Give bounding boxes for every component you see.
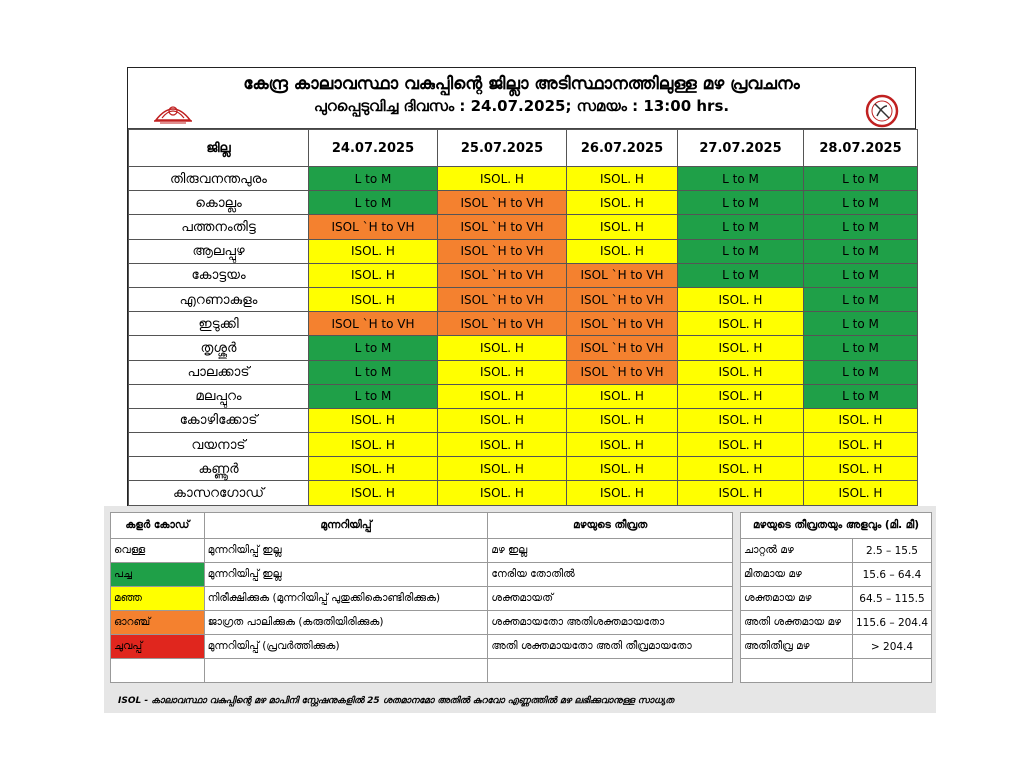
- intensity-text: നേരിയ തോതിൽ: [488, 563, 733, 587]
- rainfall-row: [741, 611, 932, 635]
- legend-blank-row: [111, 659, 733, 683]
- forecast-cell: ISOL. H: [678, 384, 804, 408]
- forecast-cell: ISOL. H: [678, 360, 804, 384]
- intensity-text: അതി ശക്തമായതോ അതി തീവ്രമായതോ: [488, 635, 733, 659]
- forecast-cell: ISOL `H to VH: [567, 263, 678, 287]
- forecast-cell: ISOL. H: [678, 408, 804, 432]
- forecast-panel: [127, 67, 916, 507]
- rainfall-range: 15.6 – 64.4: [852, 563, 931, 587]
- intensity-text: ശക്തമായതോ അതിശക്തമായതോ: [488, 611, 733, 635]
- forecast-cell: L to M: [804, 360, 918, 384]
- legend-header-row: [111, 513, 733, 539]
- district-name: തൃശ്ശൂർ: [129, 336, 309, 360]
- rainfall-row: [741, 539, 932, 563]
- color-code-swatch: ചുവപ്പ്: [111, 635, 205, 659]
- color-code-legend: [110, 512, 733, 683]
- forecast-cell: ISOL. H: [438, 167, 567, 191]
- color-code-swatch: വെള്ള: [111, 539, 205, 563]
- forecast-cell: ISOL. H: [567, 191, 678, 215]
- forecast-cell: ISOL. H: [804, 457, 918, 481]
- district-row: [129, 239, 918, 263]
- district-row: [129, 457, 918, 481]
- district-name: പത്തനംതിട്ട: [129, 215, 309, 239]
- kerala-emblem-icon: [152, 96, 194, 124]
- date-column-header: 25.07.2025: [438, 130, 567, 167]
- forecast-cell: ISOL. H: [678, 312, 804, 336]
- district-name: പാലക്കാട്: [129, 360, 309, 384]
- warning-text: മുന്നറിയിപ്പ് ഇല്ല: [204, 563, 488, 587]
- district-name: എറണാകുളം: [129, 287, 309, 311]
- forecast-cell: ISOL. H: [438, 384, 567, 408]
- forecast-cell: ISOL `H to VH: [438, 287, 567, 311]
- rainfall-range: > 204.4: [852, 635, 931, 659]
- forecast-cell: L to M: [804, 336, 918, 360]
- forecast-cell: ISOL. H: [567, 239, 678, 263]
- rainfall-row: [741, 587, 932, 611]
- district-name: കൊല്ലം: [129, 191, 309, 215]
- rainfall-row: [741, 635, 932, 659]
- forecast-cell: L to M: [804, 384, 918, 408]
- forecast-cell: L to M: [678, 167, 804, 191]
- district-row: [129, 360, 918, 384]
- forecast-cell: ISOL. H: [678, 433, 804, 457]
- date-column-header: 28.07.2025: [804, 130, 918, 167]
- blank-cell: [204, 659, 488, 683]
- imd-logo-icon: [865, 94, 899, 128]
- color-code-header: കളർ കോഡ്: [111, 513, 205, 539]
- date-column-header: 27.07.2025: [678, 130, 804, 167]
- forecast-cell: ISOL. H: [804, 481, 918, 505]
- district-column-header: ജില്ല: [129, 130, 309, 167]
- legend-row: [111, 587, 733, 611]
- forecast-cell: ISOL. H: [309, 408, 438, 432]
- rainfall-range: 2.5 – 15.5: [852, 539, 931, 563]
- forecast-cell: ISOL. H: [438, 457, 567, 481]
- forecast-cell: ISOL. H: [678, 336, 804, 360]
- forecast-cell: ISOL `H to VH: [438, 263, 567, 287]
- rainfall-range: 64.5 – 115.5: [852, 587, 931, 611]
- legend-row: [111, 635, 733, 659]
- rainfall-scale-header: മഴയുടെ തീവ്രതയും അളവും (മി. മീ): [741, 513, 932, 539]
- district-row: [129, 312, 918, 336]
- forecast-cell: ISOL `H to VH: [438, 312, 567, 336]
- forecast-cell: ISOL `H to VH: [309, 312, 438, 336]
- district-name: തിരുവനന്തപുരം: [129, 167, 309, 191]
- forecast-cell: ISOL `H to VH: [438, 191, 567, 215]
- intensity-text: മഴ ഇല്ല: [488, 539, 733, 563]
- warning-header: മുന്നറിയിപ്പ്: [204, 513, 488, 539]
- warning-text: മുന്നറിയിപ്പ് ഇല്ല: [204, 539, 488, 563]
- forecast-cell: L to M: [309, 384, 438, 408]
- forecast-cell: L to M: [804, 287, 918, 311]
- forecast-cell: ISOL. H: [678, 481, 804, 505]
- forecast-cell: ISOL `H to VH: [567, 312, 678, 336]
- blank-cell: [852, 659, 931, 683]
- forecast-cell: ISOL. H: [309, 457, 438, 481]
- district-name: ഇടുക്കി: [129, 312, 309, 336]
- forecast-cell: L to M: [804, 167, 918, 191]
- forecast-cell: L to M: [804, 191, 918, 215]
- forecast-cell: L to M: [678, 191, 804, 215]
- forecast-cell: L to M: [804, 215, 918, 239]
- forecast-cell: ISOL. H: [567, 167, 678, 191]
- warning-text: മുന്നറിയിപ്പ് (പ്രവർത്തിക്കുക): [204, 635, 488, 659]
- forecast-cell: ISOL `H to VH: [567, 360, 678, 384]
- blank-cell: [488, 659, 733, 683]
- forecast-cell: ISOL. H: [309, 433, 438, 457]
- forecast-cell: L to M: [678, 215, 804, 239]
- forecast-header: [128, 68, 915, 129]
- color-code-swatch: പച്ച: [111, 563, 205, 587]
- district-row: [129, 433, 918, 457]
- forecast-cell: ISOL. H: [438, 408, 567, 432]
- legend-row: [111, 611, 733, 635]
- forecast-cell: ISOL. H: [438, 481, 567, 505]
- forecast-cell: L to M: [309, 360, 438, 384]
- forecast-cell: ISOL. H: [567, 215, 678, 239]
- forecast-cell: ISOL. H: [567, 433, 678, 457]
- forecast-cell: ISOL. H: [309, 239, 438, 263]
- forecast-cell: ISOL. H: [309, 287, 438, 311]
- rainfall-row: [741, 563, 932, 587]
- forecast-cell: L to M: [309, 336, 438, 360]
- forecast-cell: ISOL `H to VH: [567, 336, 678, 360]
- district-name: കണ്ണൂർ: [129, 457, 309, 481]
- district-row: [129, 191, 918, 215]
- blank-cell: [741, 659, 853, 683]
- legend-panel: [104, 506, 936, 713]
- forecast-table: [128, 129, 918, 506]
- forecast-header-row: [129, 130, 918, 167]
- isol-footnote: ISOL - കാലാവസ്ഥാ വകുപ്പിന്റെ മഴ മാപിനി സ്റ്റേഷനുകളിൽ 25 ശതമാനമോ അതിൽ കുറവോ എണ്ണത്തിൽ മഴ ലഭിക്കുവാനുള്ള സാധ്യത: [118, 696, 674, 706]
- forecast-cell: ISOL. H: [309, 481, 438, 505]
- forecast-cell: L to M: [678, 239, 804, 263]
- rainfall-scale-legend: [740, 512, 932, 683]
- district-row: [129, 336, 918, 360]
- rainfall-category: ചാറ്റൽ മഴ: [741, 539, 853, 563]
- forecast-cell: L to M: [309, 191, 438, 215]
- forecast-cell: ISOL `H to VH: [309, 215, 438, 239]
- forecast-cell: ISOL `H to VH: [438, 239, 567, 263]
- forecast-cell: ISOL. H: [438, 433, 567, 457]
- rainfall-category: അതി ശക്തമായ മഴ: [741, 611, 853, 635]
- rainfall-header-row: [741, 513, 932, 539]
- district-name: കാസറഗോഡ്: [129, 481, 309, 505]
- forecast-cell: ISOL. H: [567, 457, 678, 481]
- forecast-cell: ISOL `H to VH: [567, 287, 678, 311]
- forecast-cell: ISOL. H: [438, 336, 567, 360]
- district-row: [129, 384, 918, 408]
- rainfall-range: 115.6 – 204.4: [852, 611, 931, 635]
- district-row: [129, 167, 918, 191]
- forecast-cell: L to M: [804, 312, 918, 336]
- warning-text: ജാഗ്രത പാലിക്കുക (കരുതിയിരിക്കുക): [204, 611, 488, 635]
- district-row: [129, 215, 918, 239]
- color-code-swatch: ഓറഞ്ച്: [111, 611, 205, 635]
- district-name: കോട്ടയം: [129, 263, 309, 287]
- rainfall-blank-row: [741, 659, 932, 683]
- issued-date-time: പുറപ്പെടുവിച്ച ദിവസം : 24.07.2025; സമയം : 13:00 hrs.: [313, 97, 730, 115]
- forecast-cell: ISOL. H: [678, 287, 804, 311]
- district-name: വയനാട്: [129, 433, 309, 457]
- forecast-cell: ISOL. H: [804, 433, 918, 457]
- rainfall-category: അതിതീവ്ര മഴ: [741, 635, 853, 659]
- district-name: ആലപ്പുഴ: [129, 239, 309, 263]
- intensity-text: ശക്തമായത്: [488, 587, 733, 611]
- forecast-cell: ISOL. H: [678, 457, 804, 481]
- color-code-swatch: മഞ്ഞ: [111, 587, 205, 611]
- rainfall-category: മിതമായ മഴ: [741, 563, 853, 587]
- forecast-cell: L to M: [678, 263, 804, 287]
- district-name: കോഴിക്കോട്: [129, 408, 309, 432]
- district-row: [129, 263, 918, 287]
- forecast-cell: ISOL. H: [567, 481, 678, 505]
- district-row: [129, 481, 918, 505]
- forecast-cell: ISOL. H: [438, 360, 567, 384]
- rainfall-category: ശക്തമായ മഴ: [741, 587, 853, 611]
- forecast-cell: L to M: [309, 167, 438, 191]
- date-column-header: 26.07.2025: [567, 130, 678, 167]
- date-column-header: 24.07.2025: [309, 130, 438, 167]
- intensity-header: മഴയുടെ തീവ്രത: [488, 513, 733, 539]
- district-row: [129, 287, 918, 311]
- forecast-cell: ISOL. H: [309, 263, 438, 287]
- forecast-cell: ISOL `H to VH: [438, 215, 567, 239]
- forecast-cell: ISOL. H: [804, 408, 918, 432]
- page-title: കേന്ദ്ര കാലാവസ്ഥാ വകുപ്പിന്റെ ജില്ലാ അടിസ്ഥാനത്തിലുള്ള മഴ പ്രവചനം: [243, 74, 800, 94]
- district-row: [129, 408, 918, 432]
- warning-text: നിരീക്ഷിക്കുക (മുന്നറിയിപ്പ് പുതുക്കികൊണ്ടിരിക്കുക): [204, 587, 488, 611]
- forecast-cell: L to M: [804, 239, 918, 263]
- legend-row: [111, 539, 733, 563]
- blank-cell: [111, 659, 205, 683]
- district-name: മലപ്പുറം: [129, 384, 309, 408]
- forecast-cell: ISOL. H: [567, 384, 678, 408]
- legend-row: [111, 563, 733, 587]
- forecast-cell: ISOL. H: [567, 408, 678, 432]
- forecast-cell: L to M: [804, 263, 918, 287]
